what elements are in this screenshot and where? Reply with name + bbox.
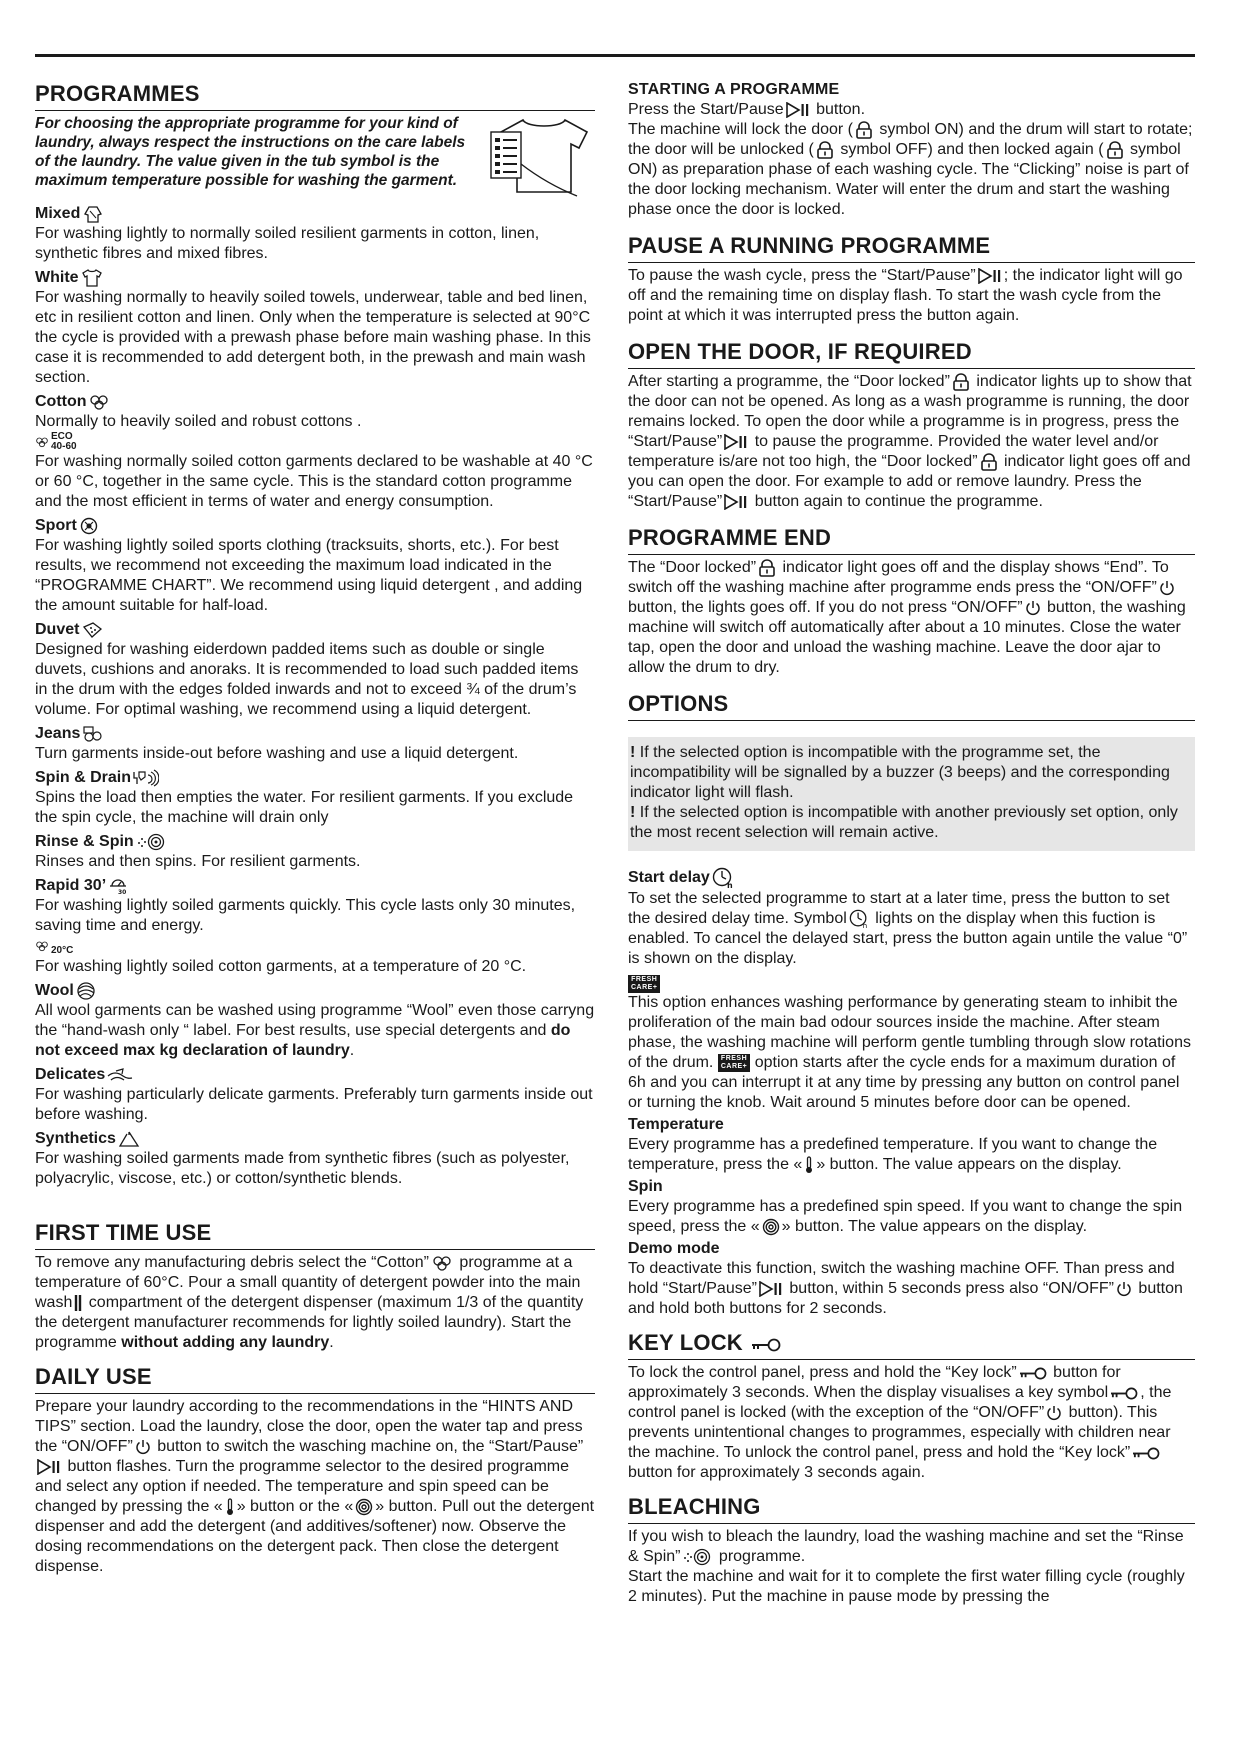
programme-rinse-spin <box>35 832 595 872</box>
programmes-intro: For choosing the appropriate programme for your kind of laundry, always respect the instructions on the care labels of the laundry. The value given in the tub symbol is the maximum temperature possible for washing the garment. <box>35 115 466 189</box>
start-pause-icon <box>759 1281 783 1297</box>
programme-cotton <box>35 392 595 432</box>
programme-rapid-30 <box>35 876 595 936</box>
programme-desc: For washing soiled garments made from synthetic fibres (such as polyester, polyacrylic, viscose, etc.) or cotton/synthetic blends. <box>35 1149 570 1187</box>
thermometer-icon <box>225 1498 235 1516</box>
duvet-icon <box>81 621 103 639</box>
synthetics-icon <box>118 1130 140 1148</box>
left-column <box>35 80 595 1577</box>
spin-text: Every programme has a predefined spin speed. If you want to change the spin speed, press the « » button. The value appears on the display. <box>628 1198 1183 1236</box>
daily-use-title: DAILY USE <box>35 1363 595 1394</box>
programme-mixed <box>35 204 595 264</box>
door-lock-icon <box>816 141 834 159</box>
temperature-title: Temperature <box>628 1116 724 1134</box>
thermometer-icon <box>804 1156 814 1174</box>
programme-wool <box>35 981 595 1061</box>
programme-desc: Rinses and then spins. For resilient garments. <box>35 853 361 871</box>
pause-title: PAUSE A RUNNING PROGRAMME <box>628 232 1195 263</box>
door-lock-icon <box>758 559 776 577</box>
delicates-icon <box>107 1066 133 1084</box>
daily-use-text: Prepare your laundry according to the recommendations in the “HINTS AND TIPS” section. Load the laundry, close the door, open the water tap and press the “ON/OFF” button to switch the wasching machine on, the “Start/Pause” button flashes. Turn the programme selector to the desired programme and select any option if needed. The temperature and spin speed can be changed by pressing the « » button or the « » button. Pull out the detergent dispenser and add the detergent (and additives/softener) now. Observe the dosing recommendations on the detergent pack. Then close the detergent dispense. <box>35 1397 595 1575</box>
programme-name: Delicates <box>35 1065 106 1083</box>
programme-desc: Spins the load then empties the water. For resilient garments. If you exclude the spin cycle, the machine will drain only <box>35 789 574 827</box>
cotton-flower-icon <box>89 393 109 411</box>
programme-name: Synthetics <box>35 1129 116 1147</box>
programme-synthetics <box>35 1129 595 1189</box>
programme-eco-40-60 <box>35 432 595 512</box>
options-warning-2: ! If the selected option is incompatible with another previously set option, only the most recent selection will remain active. <box>630 804 1178 841</box>
demo-mode-title: Demo mode <box>628 1240 720 1258</box>
key-lock-icon <box>1019 1367 1047 1380</box>
open-door-title: OPEN THE DOOR, IF REQUIRED <box>628 338 1195 369</box>
care-label-shirt-icon <box>487 114 595 200</box>
bleaching-text: If you wish to bleach the laundry, load the washing machine and set the “Rinse & Spin” programme. Start the machine and wait for it to complete the first water filling cycle (roughly 2 minutes). Put the machine in pause mode by pressing the <box>628 1528 1185 1606</box>
programme-name: Mixed <box>35 205 81 222</box>
programme-name: Wool <box>35 981 74 999</box>
programmes-title: PROGRAMMES <box>35 80 595 111</box>
fresh-care-badge: FRESH CARE+ <box>718 1054 750 1072</box>
spin-title: Spin <box>628 1178 663 1196</box>
door-lock-icon <box>855 121 873 139</box>
eco-cotton-icon <box>35 436 49 448</box>
first-time-use-text: To remove any manufacturing debris select the “Cotton” programme at a temperature of 60°C. Pour a small quantity of detergent powder into the main wash compartment of the detergent dispenser (maximum 1/3 of the quantity the detergent manufacturer recommends for lightly soiled laundry). Start the programme without adding any laundry. <box>35 1253 584 1351</box>
key-lock-icon <box>1110 1387 1138 1400</box>
programme-end-text: The “Door locked” indicator light goes off and the display shows “End”. To switch off the washing machine after programme ends press the “ON/OFF” button, the lights goes off. If you do not press “ON/OFF” button, the washing machine will switch off automatically after about a 10 minutes. Close the water tap, open the door and unload the washing machine. Leave the door ajar to allow the drum to dry. <box>628 559 1186 676</box>
programme-jeans <box>35 724 595 764</box>
starting-programme-title: STARTING A PROGRAMME <box>628 81 840 98</box>
programme-desc: For washing lightly soiled garments quickly. This cycle lasts only 30 minutes, saving time and energy. <box>35 897 576 935</box>
programme-name: Cotton <box>35 393 87 410</box>
clock-delay-icon <box>712 867 734 889</box>
programme-name: Duvet <box>35 621 80 639</box>
rapid-icon <box>108 877 130 895</box>
top-rule <box>35 54 1195 57</box>
programme-delicates <box>35 1065 595 1125</box>
options-warning-1: ! If the selected option is incompatible with the programme set, the incompatibility will be signalled by a buzzer (3 beeps) and the corresponding indicator light will flash. <box>630 744 1170 801</box>
key-lock-icon <box>751 1338 781 1352</box>
options-title: OPTIONS <box>628 690 1195 721</box>
rinse-spin-icon <box>682 1548 712 1566</box>
wool-icon <box>76 981 96 1001</box>
pause-text: To pause the wash cycle, press the “Start/Pause” ; the indicator light will go off and the remaining time on display flash. To start the wash cycle from the point at which it was interrupted press the button again. <box>628 267 1183 324</box>
start-pause-icon <box>978 268 1002 284</box>
start-pause-icon <box>724 494 748 510</box>
power-icon <box>1116 1281 1132 1297</box>
programme-duvet <box>35 620 595 720</box>
key-lock-icon <box>1132 1447 1160 1460</box>
eco-badge: ECO 40-60 <box>51 431 77 452</box>
door-lock-icon <box>1106 141 1124 159</box>
programme-name: Jeans <box>35 725 81 743</box>
start-pause-icon <box>786 102 810 118</box>
start-pause-icon <box>724 434 748 450</box>
programme-desc: Designed for washing eiderdown padded items such as double or single duvets, cushions and anoraks. It is recommended to load such padded items in the drum with the edges folded inwards and not to exceed ¾ of the drum’s volume. For optimal washing, we recommend using a liquid detergent. <box>35 641 579 719</box>
start-delay-text: To set the selected programme to start at a later time, press the button to set the desired delay time. Symbol lights on the display when this fuction is enabled. To cancel the delayed start, press the button again untile the value “0” is shown on the display. <box>628 890 1188 968</box>
programme-end-title: PROGRAMME END <box>628 524 1195 555</box>
spin-drain-icon <box>133 769 159 787</box>
temperature-text: Every programme has a predefined temperature. If you want to change the temperature, press the « » button. The value appears on the display. <box>628 1136 1158 1174</box>
programme-sport <box>35 516 595 616</box>
sport-ball-icon <box>79 516 99 536</box>
first-time-use-title: FIRST TIME USE <box>35 1219 595 1250</box>
programme-spin-drain <box>35 768 595 828</box>
programme-name: White <box>35 269 79 286</box>
start-pause-icon <box>37 1459 61 1475</box>
door-lock-icon <box>980 453 998 471</box>
power-icon <box>1046 1405 1062 1421</box>
spin-icon <box>762 1218 780 1236</box>
programme-white <box>35 268 595 388</box>
programme-desc: Turn garments inside-out before washing and use a liquid detergent. <box>35 745 519 763</box>
power-icon <box>1025 600 1041 616</box>
power-icon <box>135 1439 151 1455</box>
cotton-20-icon <box>35 940 49 952</box>
key-lock-title: KEY LOCK <box>628 1329 1195 1360</box>
open-door-text: After starting a programme, the “Door locked” indicator lights up to show that the door can not be opened. As long as a wash programme is running, the door remains locked. To open the door while a programme is in progress, press the “Start/Pause” to pause the programme. Provided the water level and/or temperature is/are not too high, the “Door locked” indicator light goes off and you can open the door. For example to add or remove laundry. Press the “Start/Pause” button again to continue the programme. <box>628 373 1192 510</box>
programme-desc: For washing lightly to normally soiled resilient garments in cotton, linen, synthetic fibres and mixed fibres. <box>35 225 540 262</box>
programme-name: Rapid 30’ <box>35 877 107 895</box>
options-warning-box <box>628 737 1195 851</box>
fresh-care-badge: FRESH CARE+ <box>628 975 660 993</box>
spin-icon <box>355 1498 373 1516</box>
programmes-intro-block <box>35 114 595 200</box>
clock-delay-icon <box>849 909 869 929</box>
programme-name: Rinse & Spin <box>35 833 134 851</box>
mixed-icon <box>82 205 104 223</box>
door-lock-icon <box>952 373 970 391</box>
main-wash-compartment-icon <box>74 1294 82 1312</box>
demo-mode-text: To deactivate this function, switch the washing machine OFF. Than press and hold “Start/Pause” button, within 5 seconds press also “ON/OFF” button and hold both buttons for 2 seconds. <box>628 1260 1183 1318</box>
right-column <box>628 80 1195 1607</box>
jeans-icon <box>82 725 104 743</box>
starting-programme-text: Press the Start/Pause button. The machine will lock the door ( symbol ON) and the drum will start to rotate; the door will be unlocked ( symbol OFF) and then locked again ( symbol ON) as preparation phase of each washing cycle. The “Clicking” noise is part of the door locking mechanism. Water will enter the drum and start the washing phase once the door is locked. <box>628 101 1193 218</box>
programme-desc: For washing normally to heavily soiled towels, underwear, table and bed linen, etc in resilient cotton and linen. Only when the temperature is selected at 90°C the cycle is provided with a prewash phase before main washing phase. In this case it is recommended to add detergent both, in the prewash and main wash section. <box>35 289 591 386</box>
programme-desc: For washing lightly soiled cotton garments, at a temperature of 20 °C. <box>35 957 527 975</box>
programme-20c <box>35 936 595 976</box>
power-icon <box>1159 580 1175 596</box>
programme-desc: All wool garments can be washed using programme “Wool” even those carryng the “hand-wash only “ label. For best results, use special detergents and do not exceed max kg declaration of laundry. <box>35 1001 595 1059</box>
cotton-flower-icon <box>431 1254 453 1272</box>
white-shirt-icon <box>81 269 103 287</box>
20c-badge: 20°C <box>51 945 74 957</box>
rinse-spin-icon <box>136 833 166 851</box>
programme-desc: For washing particularly delicate garments. Preferably turn garments inside out before washing. <box>35 1085 593 1123</box>
key-lock-text: To lock the control panel, press and hold the “Key lock” button for approximately 3 seconds. When the display visualises a key symbol , the control panel is locked (with the exception of the “ON/OFF” button). This prevents unintentional changes to programmes, especially with children near the machine. To unlock the control panel, press and hold the “Key lock” button for approximately 3 seconds again. <box>628 1364 1172 1482</box>
programme-desc: For washing normally soiled cotton garments declared to be washable at 40 °C or 60 °C, together in the same cycle. This is the standard cotton programme and the most efficient in terms of water and energy consumption. <box>35 453 593 511</box>
fresh-care-text: This option enhances washing performance by generating steam to inhibit the proliferation of the main bad odour sources inside the machine. After steam phase, the washing machine will perform gentle tumbling through slow rotations of the drum. FRESH CARE+ option starts after the cycle ends for a maximum duration of 6h and you can interrupt it at any time by pressing any button on control panel or turning the knob. Wait around 5 minutes before door can be opened. <box>628 994 1191 1112</box>
programme-desc: Normally to heavily soiled and robust cottons . <box>35 413 362 430</box>
programme-name: Sport <box>35 517 77 535</box>
programme-name: Spin & Drain <box>35 769 132 787</box>
programme-desc: For washing lightly soiled sports clothing (tracksuits, shorts, etc.). For best results, we recommend not exceeding the maximum load indicated in the “PROGRAMME CHART”. We recommend using liquid detergent , and adding the amount suitable for half-load. <box>35 537 583 615</box>
bleaching-title: BLEACHING <box>628 1493 1195 1524</box>
start-delay-title: Start delay <box>628 867 1195 889</box>
